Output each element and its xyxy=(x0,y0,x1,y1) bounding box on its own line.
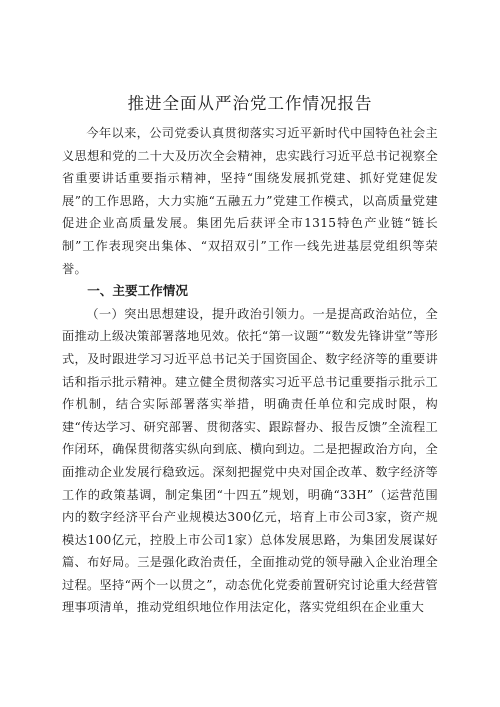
section-heading: 一、主要工作情况 xyxy=(87,283,188,299)
intro-paragraph: 今年以来，公司党委认真贯彻落实习近平新时代中国特色社会主义思想和党的二十大及历次全会精神，忠实践行习近平总书记视察全省重要讲话重要指示精神，坚持“围绕发展抓党建、抓好党建促发展”的工作思路，大力实施“五融五力”党建工作模式，以高质量党建促进企业高质量发展。集团先后获评全市1315特色产业链“链长制”工作表现突出集体、“双招双引”工作一线先进基层党组织等荣誉。 xyxy=(62,126,438,276)
document-title: 推进全面从严治党工作情况报告 xyxy=(127,94,373,113)
section-paragraph: （一）突出思想建设，提升政治引领力。一是提高政治站位，全面推动上级决策部署落地见效。依托“第一议题”“数发先锋讲堂”等形式，及时跟进学习习近平总书记关于国资国企、数字经济等的重要讲话和指示批示精神。建立健全贯彻落实习近平总书记重要指示批示工作机制，结合实际部署落实举措，明确责任单位和完成时限，构建“传达学习、研究部署、贯彻落实、跟踪督办、报告反馈”全流程工作闭环，确保贯彻落实纵向到底、横向到边。二是把握政治方向，全面推动企业发展行稳致远。深刻把握党中央对国企改革、数字经济等工作的政策基调，制定集团“十四五”规划，明确“33H”（运营范围内的数字经济平台产业规模达300亿元，培育上市公司3家，资产规模达100亿元，控股上市公司1家）总体发展思路，为集团发展谋好篇、布好局。三是强化政治责任，全面推动党的领导融入企业治理全过程。坚持“两个一以贯之”，动态优化党委前置研究讨论重大经营管理事项清单，推动党组织地位作用法定化，落实党组织在企业重大 xyxy=(62,306,438,615)
